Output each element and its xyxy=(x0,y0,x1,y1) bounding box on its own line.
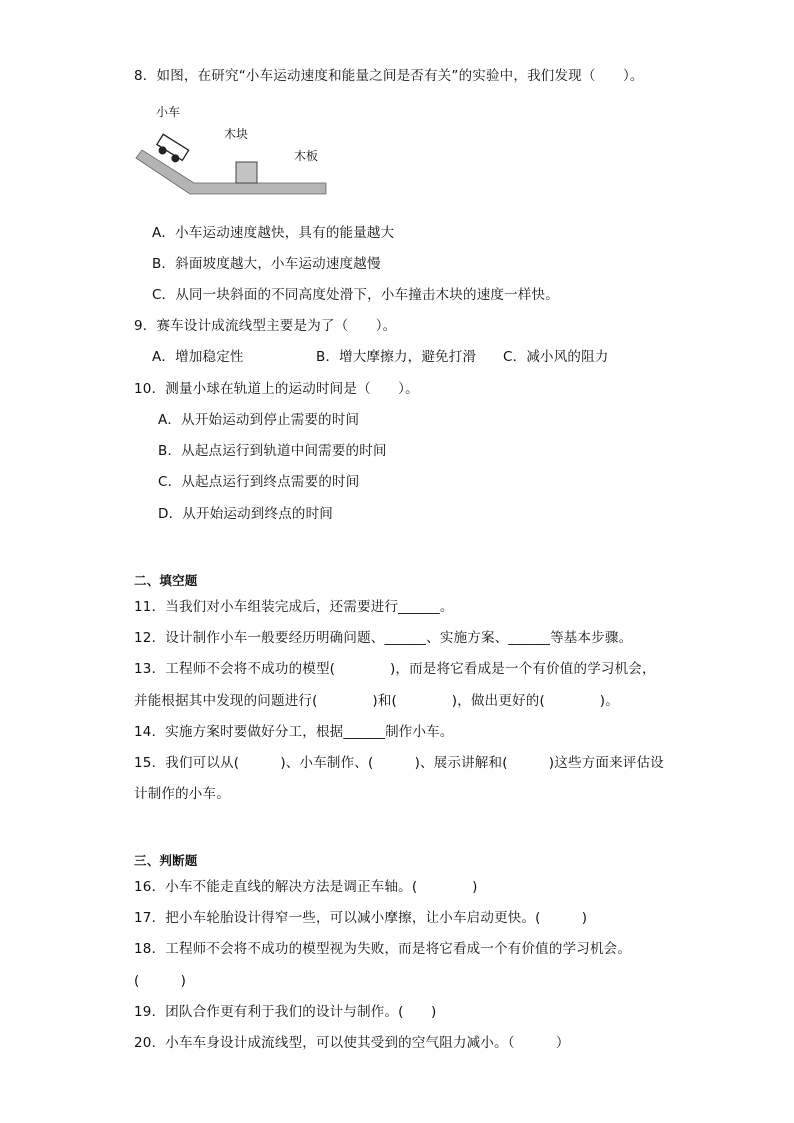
question-8-option-b: B．斜面坡度越大，小车运动速度越慢 xyxy=(152,256,381,272)
question-19: 19．团队合作更有利于我们的设计与制作。( ) xyxy=(134,1004,437,1020)
question-16: 16．小车不能走直线的解决方法是调正车轴。( ) xyxy=(134,879,478,895)
question-9-option-c: C．减小风的阻力 xyxy=(503,349,609,365)
board-label: 木板 xyxy=(294,149,319,163)
question-8-option-a: A．小车运动速度越快，具有的能量越大 xyxy=(152,225,395,241)
wooden-block-shape xyxy=(236,162,257,183)
ramp-board-shape xyxy=(136,150,326,194)
block-label: 木块 xyxy=(224,127,249,141)
question-13-line-1: 13．工程师不会将不成功的模型( )，而是将它看成是一个有价值的学习机会， xyxy=(134,661,656,677)
question-9-stem: 9．赛车设计成流线型主要是为了（ ）。 xyxy=(134,318,397,334)
section-fill-blank-title: 二、填空题 xyxy=(134,573,198,588)
question-11: 11．当我们对小车组装完成后，还需要进行______。 xyxy=(134,599,454,615)
question-14: 14．实施方案时要做好分工，根据______制作小车。 xyxy=(134,724,454,740)
question-10-stem: 10．测量小球在轨道上的运动时间是（ ）。 xyxy=(134,381,419,397)
question-10-option-d: D．从开始运动到终点的时间 xyxy=(158,506,333,522)
question-17: 17．把小车轮胎设计得窄一些，可以减小摩擦，让小车启动更快。( ) xyxy=(134,910,588,926)
question-18-line-1: 18．工程师不会将不成功的模型视为失败，而是将它看成一个有价值的学习机会。 xyxy=(134,941,632,957)
question-15-line-1: 15．我们可以从( )、小车制作、( )、展示讲解和( )这些方面来评估设 xyxy=(134,755,664,771)
question-13-line-2: 并能根据其中发现的问题进行( )和( )，做出更好的( )。 xyxy=(134,693,619,709)
question-8-option-c: C．从同一块斜面的不同高度处滑下，小车撞击木块的速度一样快。 xyxy=(152,287,559,303)
question-9-option-b: B．增大摩擦力，避免打滑 xyxy=(316,349,477,365)
question-18-line-2: ( ) xyxy=(134,973,187,989)
section-judgement-title: 三、判断题 xyxy=(134,853,198,868)
question-15-line-2: 计制作的小车。 xyxy=(134,786,230,802)
ramp-diagram xyxy=(134,98,334,202)
question-10-option-a: A．从开始运动到停止需要的时间 xyxy=(158,412,360,428)
question-12: 12．设计制作小车一般要经历明确问题、______、实施方案、______等基本步骤。 xyxy=(134,630,633,646)
question-10-option-b: B．从起点运行到轨道中间需要的时间 xyxy=(158,443,387,459)
question-9-option-a: A．增加稳定性 xyxy=(152,349,244,365)
ramp-experiment-figure xyxy=(134,98,334,202)
car-label: 小车 xyxy=(156,105,181,119)
question-8-stem: 8．如图，在研究“小车运动速度和能量之间是否有关”的实验中，我们发现（ ）。 xyxy=(134,68,644,84)
question-20: 20．小车车身设计成流线型，可以使其受到的空气阻力减小。（ ） xyxy=(134,1035,570,1051)
question-10-option-c: C．从起点运行到终点需要的时间 xyxy=(158,474,360,490)
